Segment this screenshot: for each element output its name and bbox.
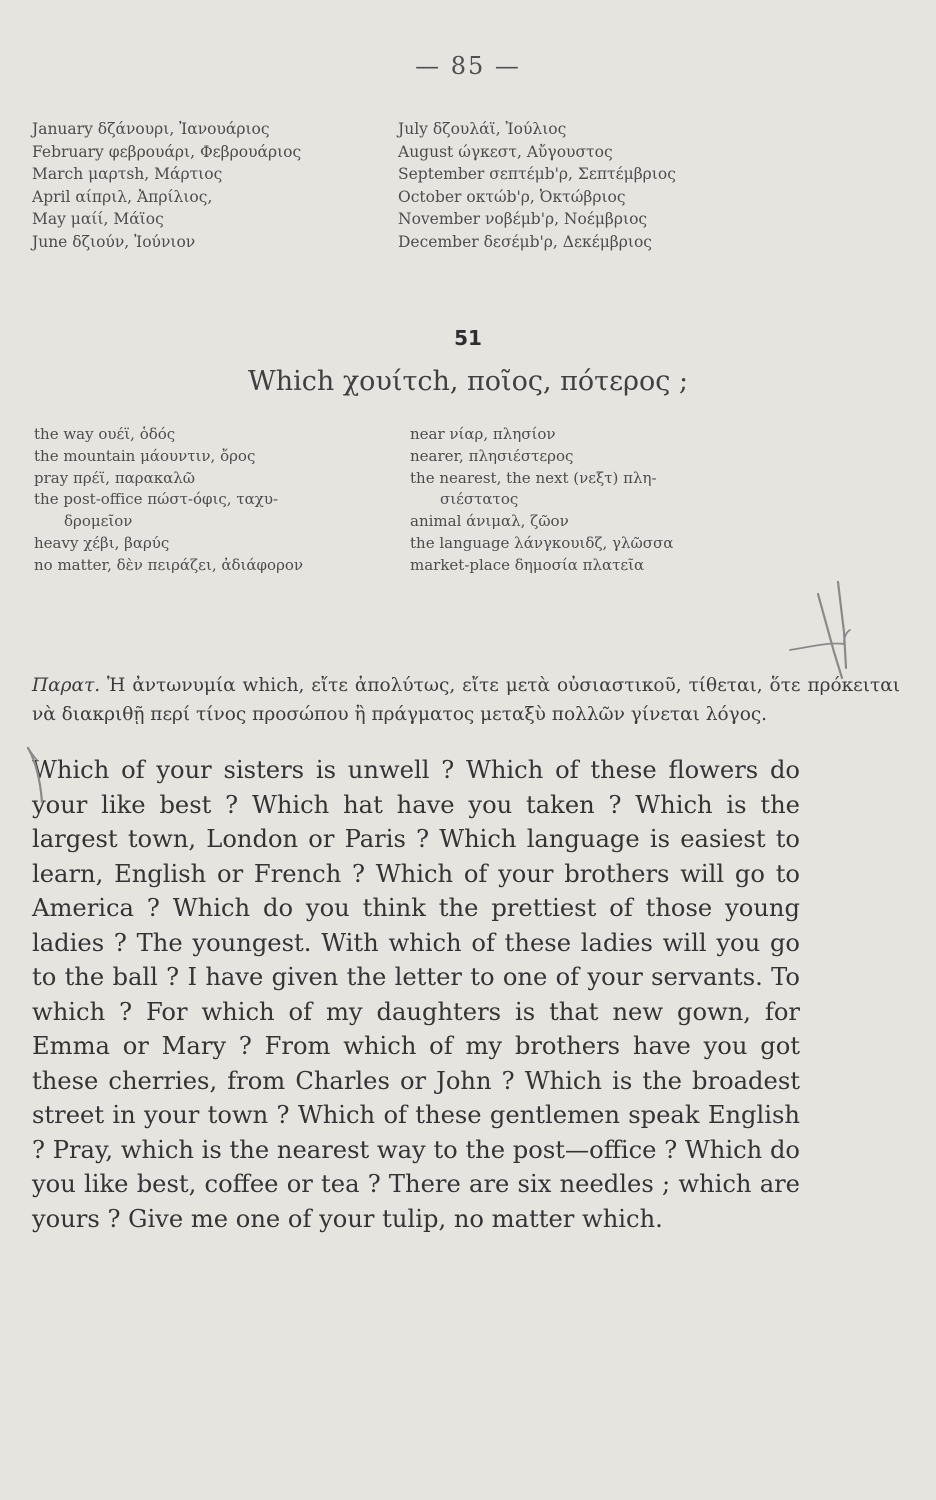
grammar-note bbox=[32, 672, 900, 729]
month-row: April αίπριλ, Ἀπρίλιος, bbox=[32, 187, 213, 206]
month-row: May μαίί, Μάϊος bbox=[32, 210, 164, 229]
vocab-entry: the way ουέϊ, ὁδός bbox=[34, 425, 176, 443]
vocab-entry: animal άνιμαλ, ζῶον bbox=[410, 512, 569, 531]
exercise-paragraph: Which of your sisters is unwell ? Which of these flowers do your like best ? Which hat have you taken ? Which is the largest town, London or Paris ? Which language is easiest to learn, English or French ? Which of your brothers will go to America ? Which do you think the prettiest of those young ladies ? The youngest. With which of these ladies will you go to the ball ? I have given the letter to one of your servants. To which ? For which of my daughters is that new gown, for Emma or Mary ? From which of my brothers have you got these cherries, from Charles or John ? Which is the broadest street in your town ? Which of these gentlemen speak English ? Pray, which is the nearest way to the post—office ? Which do you like best, coffee or tea ? There are six needles ; which are yours ? Give me one of your tulip, no matter which. bbox=[32, 756, 800, 1233]
vocab-entry-continuation: δρομεῖον bbox=[64, 512, 133, 531]
vocab-entry: nearer, πλησιέστερος bbox=[410, 446, 574, 465]
vocab-entry: the mountain μάουντιν, ὄρος bbox=[34, 446, 256, 465]
vocab-entry: market-place δημοσία πλατεῖα bbox=[410, 555, 645, 574]
vocab-entry-continuation: σιέστατος bbox=[440, 490, 519, 509]
month-row: October οκτώb'ρ, Ὀκτώβριος bbox=[398, 187, 626, 206]
vocabulary-list-right bbox=[410, 424, 910, 577]
months-list-right bbox=[398, 118, 918, 254]
vocab-entry: the language λάνγκουιδζ, γλῶσσα bbox=[410, 533, 674, 552]
month-row: July δζουλάϊ, Ἰούλιος bbox=[398, 120, 567, 138]
pencil-bracket-right-mark bbox=[784, 572, 924, 682]
month-row: March μαρτsh, Μάρτιος bbox=[32, 165, 223, 184]
lesson-heading: Which χουίτch, ποῖος, πότερος ; bbox=[247, 366, 689, 397]
month-row: November νοβέμb'ρ, Νοέμβριος bbox=[398, 210, 648, 229]
month-row: December δεσέμb'ρ, Δεκέμβριος bbox=[398, 232, 652, 251]
month-row: September σεπτέμb'ρ, Σεπτέμβριος bbox=[398, 165, 676, 184]
vocab-entry: pray πρέϊ, παρακαλῶ bbox=[34, 468, 196, 487]
vocab-entry: heavy χέβι, βαρύς bbox=[34, 533, 170, 552]
pencil-bracket-left-mark bbox=[24, 746, 48, 806]
month-row: January δζάνουρι, Ἰανουάριος bbox=[32, 120, 270, 138]
lesson-number: 51 bbox=[454, 326, 482, 350]
months-list-left bbox=[32, 118, 392, 254]
note-text: Ἡ ἀντωνυμία which, εἴτε ἀπολύτως, εἴτε μετὰ οὐσιαστικοῦ, τίθεται, ὅτε πρόκειται νὰ διακριθῇ περί τίνος προσώπου ἢ πράγματος μεταξὺ πολλῶν γίνεται λόγος. bbox=[32, 675, 900, 725]
vocab-entry: the post-office πώστ-όφις, ταχυ- bbox=[34, 490, 279, 509]
vocab-entry: no matter, δὲν πειράζει, ἀδιάφορον bbox=[34, 555, 304, 574]
month-row: June δζιούν, Ἰούνιον bbox=[32, 232, 196, 251]
vocabulary-list-left bbox=[34, 424, 404, 577]
vocab-entry: the nearest, the next (νεξτ) πλη- bbox=[410, 468, 657, 487]
note-label: Παρατ. bbox=[32, 675, 101, 696]
vocab-entry: near νίαρ, πλησίον bbox=[410, 425, 556, 443]
page-number: — 85 — bbox=[415, 52, 521, 80]
month-row: August ώγκεστ, Αὔγουστος bbox=[398, 142, 613, 161]
month-row: February φεβρουάρι, Φεβρουάριος bbox=[32, 142, 302, 161]
